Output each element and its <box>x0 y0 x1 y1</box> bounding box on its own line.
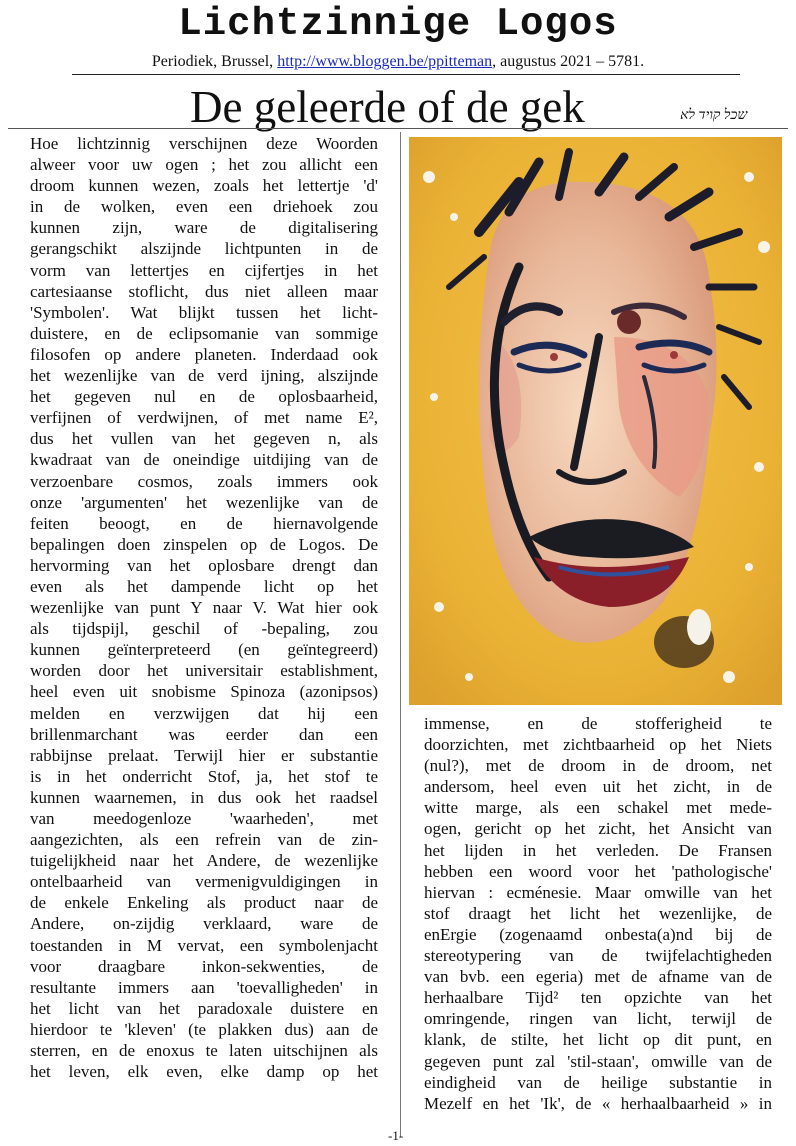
hebrew-tag: שכל קויד לא <box>680 108 748 123</box>
text-line: onze 'argumenten' het wezenlijke van de <box>30 492 378 512</box>
text-line: hebben een woord voor het 'pathologische' <box>424 861 772 881</box>
text-line: bepalingen doen zinspelen op de Logos. De <box>30 534 378 554</box>
text-line: kwadraat van de oneindige uitdijing van de <box>30 450 378 470</box>
text-line: kunnen waarnemen, in dus ook het raadsel <box>30 787 378 807</box>
text-line: stof draagt het licht het wezenlijke, de <box>424 903 772 923</box>
text-line: filosofen op andere planeten. Inderdaad ook <box>30 344 378 364</box>
text-line: feiten beoogt, en de hiernavolgende <box>30 513 378 533</box>
text-line: vorm van lettertjes en cijfertjes in het <box>30 260 378 280</box>
subline-suffix: , augustus 2021 – 5781. <box>492 53 645 70</box>
column-divider <box>400 132 401 1137</box>
text-line: het lijden in het verleden. De Fransen <box>424 840 772 860</box>
left-column <box>30 133 378 1082</box>
text-line: Andere, on-zijdig verklaard, ware de <box>30 914 378 934</box>
text-line: heel even uit snobisme Spinoza (azonipsos) <box>30 682 378 702</box>
text-line: Mezelf en het 'Ik', de « herhaalbaarheid » in <box>424 1093 772 1113</box>
article-headline: De geleerde of de gek <box>190 82 585 132</box>
text-line: brillenmarchant was eerder dan een <box>30 724 378 744</box>
text-line: resultante immers aan 'toevalligheden' in <box>30 977 378 997</box>
text-line: alweer voor uw ogen ; het zou allicht een <box>30 155 378 175</box>
portrait-painting <box>409 137 782 705</box>
text-line: witte marge, als een schakel met mede- <box>424 798 772 818</box>
text-line: het gegeven nul en de oplosbaarheid, <box>30 387 378 407</box>
text-line: voor draagbare inkon-sekwenties, de <box>30 956 378 976</box>
text-line: het wezenlijke van de verd ijning, alszijnde <box>30 366 378 386</box>
text-line: is in het onderricht Stof, ja, het stof te <box>30 766 378 786</box>
text-line: wezenlijke van punt Y naar V. Wat hier ook <box>30 598 378 618</box>
text-line: sterren, en de enoxus te laten uitschijnen als <box>30 1041 378 1061</box>
text-line: hiervan : ecménesie. Maar omwille van het <box>424 882 772 902</box>
text-line: gegeven punt zal 'stil-staan', omwille van de <box>424 1051 772 1071</box>
text-line: van meedogenloze 'waarheden', met <box>30 809 378 828</box>
headline-rule <box>8 128 788 129</box>
text-line: dus het vullen van het gegeven n, als <box>30 429 378 449</box>
text-line: gerangschikt alszijnde lichtpunten in de <box>30 239 378 259</box>
text-line: immense, en de stofferigheid te <box>424 714 772 733</box>
text-line: aangezichten, als een refrein van de zin- <box>30 830 378 850</box>
blog-link[interactable]: http://www.bloggen.be/ppitteman <box>277 53 493 70</box>
text-line: hierdoor te 'kleven' (te plakken dus) aan de <box>30 1019 378 1039</box>
text-line: van bvb. een egeria) met de afname van de <box>424 967 772 987</box>
text-line: doorzichten, met zichtbaarheid op het Niets <box>424 735 772 755</box>
text-line: cartesiaanse stoflicht, dus niet alleen maar <box>30 281 378 301</box>
text-line: klank, de stilte, het licht op dit punt, en <box>424 1030 772 1050</box>
page-number: -1- <box>388 1128 404 1143</box>
text-line: omringende, ringen van licht, terwijl de <box>424 1009 772 1029</box>
right-column <box>424 713 772 1114</box>
text-line: enErgie (zogenaamd onbesta(a)nd bij de <box>424 924 772 944</box>
masthead-subline <box>0 52 796 72</box>
text-line: ogen, gericht op het zicht, het Ansicht van <box>424 819 772 839</box>
text-line: toestanden in M vervat, een symbolenjacht <box>30 935 378 955</box>
text-line: het licht van het paradoxale duistere en <box>30 998 378 1018</box>
text-line: even als het dampende licht op het <box>30 576 378 596</box>
text-line: droom kunnen wezen, zoals het lettertje 'd' <box>30 176 378 196</box>
text-line: melden en verzwijgen dat hij een <box>30 703 378 723</box>
masthead-rule <box>72 74 740 75</box>
text-line: de enkele Enkeling als product naar de <box>30 893 378 913</box>
text-line: eindigheid van de heilige substantie in <box>424 1072 772 1092</box>
text-line: stereotypering van de twijfelachtigheden <box>424 946 772 966</box>
text-line: het leven, elk even, elke damp op het <box>30 1062 378 1082</box>
text-line: Hoe lichtzinnig verschijnen deze Woorden <box>30 134 378 153</box>
text-line: worden door het universitair establishment, <box>30 661 378 681</box>
text-line: duistere, en de eclipsomanie van sommige <box>30 323 378 343</box>
subline-prefix: Periodiek, Brussel, <box>151 53 278 70</box>
text-line: 'Symbolen'. Wat blijkt tussen het licht- <box>30 302 378 322</box>
text-line: verfijnen of verdwijnen, of met name E², <box>30 408 378 428</box>
text-line: (nul?), met de droom in de droom, net <box>424 756 772 776</box>
text-line: kunnen geïnterpreteerd (en geïntegreerd) <box>30 640 378 660</box>
text-line: in de wolken, even een driehoek zou <box>30 197 378 217</box>
text-line: rabbijnse prelaat. Terwijl hier er substantie <box>30 745 378 765</box>
text-line: herhaalbare Tijd² ten opzichte van het <box>424 988 772 1008</box>
text-line: verzoenbare cosmos, zoals immers ook <box>30 471 378 491</box>
text-line: andersom, heel even uit het zicht, in de <box>424 777 772 797</box>
text-line: tuigelijkheid naar het Andere, de wezenlijke <box>30 851 378 871</box>
text-line: als tijdspijl, geschil of -bepaling, zou <box>30 619 378 639</box>
masthead-title: Lichtzinnige Logos <box>178 2 618 46</box>
text-line: kunnen zijn, ware de digitalisering <box>30 218 378 238</box>
text-line: ontelbaarheid van vermenigvuldigingen in <box>30 872 378 892</box>
text-line: hervorming van het oplosbare drengt dan <box>30 555 378 575</box>
